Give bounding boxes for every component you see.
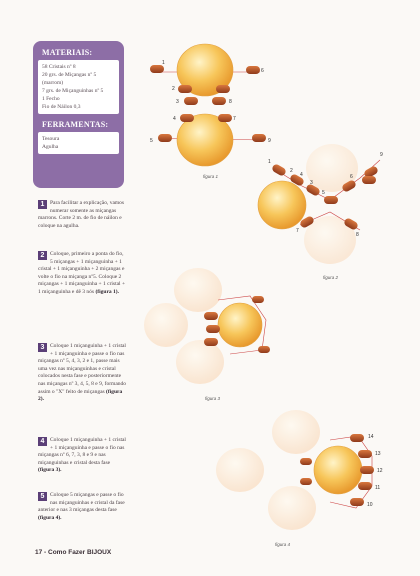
brown-bead	[204, 312, 218, 320]
step-text: Coloque 5 miçangas e passe o fio nas miçanguinhas e cristal da fase anterior e nas 3 miçangas desta fase	[38, 492, 125, 514]
step-number: 5	[38, 492, 47, 501]
bead-label: 3	[310, 180, 313, 186]
bead-label: 7	[233, 116, 236, 122]
step-number: 2	[38, 251, 47, 260]
tools-heading: FERRAMENTAS:	[42, 120, 109, 129]
bead-label: 1	[268, 159, 271, 165]
materials-heading: MATERIAIS:	[42, 48, 93, 57]
brown-bead	[350, 434, 364, 442]
bead-label: 8	[229, 99, 232, 105]
bead-label: 9	[380, 152, 383, 158]
brown-bead	[246, 66, 260, 74]
bead-label: 2	[172, 86, 175, 92]
brown-bead	[360, 466, 374, 474]
brown-bead	[218, 114, 232, 122]
materials-item: 7 grs. de Miçanguinhas nº 5	[42, 88, 104, 94]
step-text: Coloque 1 miçanguinha + 1 cristal + 1 miçanguinha e passe o fio nas miçangas nº 5, 4, 3, 2 e 1, passe mais uma vez nas miçanguinhas e cristal colocados nesta fase e posteriormente nas miçangas nº 3, 4, 5, 8 e 9, formando assim o "X" feito de miçangas	[38, 343, 127, 395]
bead-label: 5	[150, 138, 153, 144]
figure-4	[216, 410, 383, 547]
step-text: Coloque 1 miçanguinha + 1 cristal + 1 miçanguinha e passe o fio nas miçangas nº 6, 7, 3, 8 e 9 e nas miçanguinhas e cristal desta fase	[38, 437, 126, 466]
crystal-bead	[218, 303, 262, 347]
bead-label: 12	[377, 468, 383, 474]
tools-item: Tesoura	[42, 136, 60, 142]
step-text: Coloque, primeiro a ponta do fio, 5 miçangas + 1 miçanguinha + 1 cristal + 1 miçanguinha + 2 miçangas e volte o fio na miçanga nº5. Coloque 2 miçangas + 1 miçanguinha + 1 cristal + 1 miçanguinha e dê 3 nós	[38, 251, 126, 295]
brown-bead	[178, 85, 192, 93]
crystal-bead	[314, 446, 362, 494]
tools-item: Agulha	[42, 144, 59, 150]
figure-caption: figura 1	[203, 174, 219, 179]
step-number: 3	[38, 343, 47, 352]
brown-bead	[252, 134, 266, 142]
bead-label: 3	[176, 99, 179, 105]
brown-bead	[258, 346, 270, 353]
bead-label: 6	[261, 68, 264, 74]
materials-item: (marrom)	[42, 80, 64, 86]
bead-label: 4	[173, 116, 176, 122]
bead-label: 2	[290, 168, 293, 174]
materials-item: 58 Cristais nº 8	[42, 64, 76, 70]
materials-item: Fio de Náilon 0,3	[42, 104, 81, 110]
brown-bead	[204, 338, 218, 346]
crystal-bead	[258, 181, 306, 229]
brown-bead	[324, 196, 338, 204]
brown-bead	[362, 176, 376, 184]
step-text: Para facilitar a explicação, vamos numerar somente as miçangas marrons. Corte 2 m. de fio de náilon e coloque na agulha.	[38, 200, 125, 229]
figure-2	[258, 144, 383, 280]
brown-bead	[252, 296, 264, 303]
brown-bead	[358, 482, 372, 490]
step-number: 4	[38, 437, 47, 446]
bead-label: 5	[322, 190, 325, 196]
materials-item: 1 Fecho	[42, 96, 60, 102]
figure-ref: (figura 4).	[38, 514, 62, 521]
step-number: 1	[38, 200, 47, 209]
brown-bead	[158, 134, 172, 142]
figure-caption: figura 3	[205, 396, 221, 401]
figure-1	[150, 44, 271, 179]
bead-label: 4	[300, 172, 303, 178]
brown-bead	[300, 478, 312, 485]
brown-bead	[350, 498, 364, 506]
brown-bead	[150, 65, 164, 73]
bead-label: 7	[296, 228, 299, 234]
brown-bead	[184, 97, 198, 105]
bead-label: 11	[375, 485, 381, 491]
materials-item: 20 grs. de Miçangas nº 5	[42, 72, 97, 78]
bead-label: 6	[350, 174, 353, 180]
figure-3	[144, 268, 270, 401]
bead-label: 10	[367, 502, 373, 508]
figure-ref: (figura 3).	[38, 467, 62, 474]
bead-label: 9	[268, 138, 271, 144]
brown-bead	[180, 114, 194, 122]
brown-bead	[212, 97, 226, 105]
figure-ref: (figura 1).	[95, 288, 119, 295]
brown-bead	[216, 85, 230, 93]
brown-bead	[300, 458, 312, 465]
brown-bead	[271, 163, 287, 177]
bead-label: 1	[162, 60, 165, 66]
page-footer: 17 - Como Fazer BIJOUX	[35, 549, 112, 556]
figure-ref: (figura 2).	[38, 388, 123, 403]
bead-label: 13	[375, 451, 381, 457]
bead-label: 8	[356, 232, 359, 238]
bead-label: 14	[368, 434, 374, 440]
brown-bead	[206, 325, 220, 333]
brown-bead	[358, 450, 372, 458]
figure-caption: figura 2	[323, 275, 339, 280]
figure-caption: figura 4	[275, 542, 291, 547]
